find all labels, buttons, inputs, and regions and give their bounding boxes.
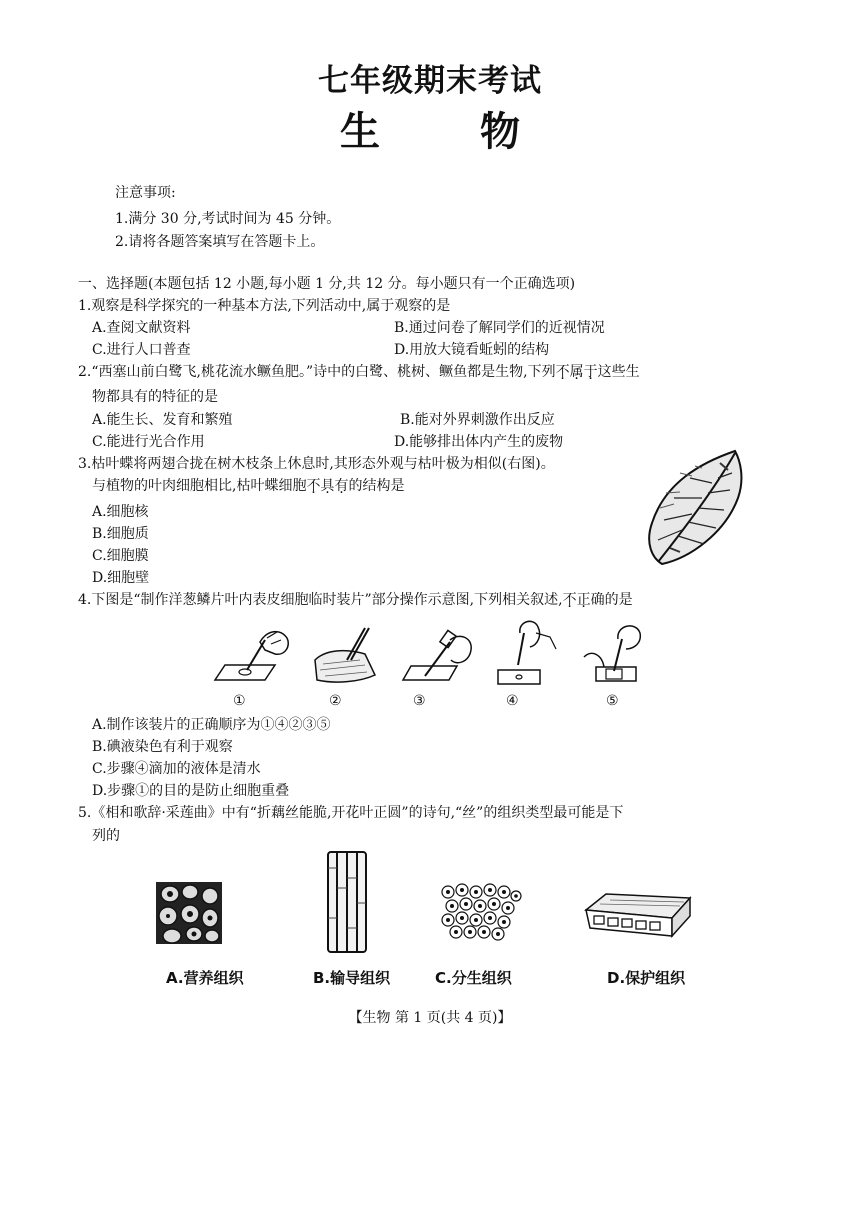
step-5-illustration: [578, 615, 658, 690]
tissue-caption-a: A.营养组织: [166, 969, 244, 987]
notice-heading: 注意事项:: [115, 185, 176, 201]
q4-emphasis-char: 正: [576, 592, 591, 608]
q1-option-a: A.查阅文献资料: [92, 320, 191, 336]
q1-stem: 1.观察是科学探究的一种基本方法,下列活动中,属于观察的是: [78, 298, 451, 314]
q4-option-d: D.步骤①的目的是防止细胞重叠: [92, 783, 290, 799]
q3-stem-line-1: 3.枯叶蝶将两翅合拢在树木枝条上休息时,其形态外观与枯叶极为相似(右图)。: [78, 456, 555, 472]
step-3-illustration: [395, 620, 475, 690]
q2-stem-line-1: [78, 362, 640, 383]
q2-option-a: A.能生长、发育和繁殖: [92, 412, 233, 428]
q3-stem-line-2: [92, 476, 404, 497]
q4-stem-part-a: 4.下图是“制作洋葱鳞片叶内表皮细胞临时装片”部分操作示意图,下列相关叙述,: [78, 592, 563, 608]
section-heading: 一、选择题(本题包括 12 小题,每小题 1 分,共 12 分。每小题只有一个正确选项): [78, 276, 576, 292]
q2-stem-part-a: 2.“西塞山前白鹭飞,桃花流水鳜鱼肥。”诗中的白鹭、桃树、鳜鱼都是生物,下列: [78, 364, 556, 380]
q2-option-c: C.能进行光合作用: [92, 434, 205, 450]
q4-emphasis-char: 不: [562, 592, 577, 608]
conducting-tissue-illustration: [322, 848, 372, 958]
q3-emphasis-char: 有: [334, 478, 349, 494]
tissue-caption-c: C.分生组织: [435, 969, 512, 987]
subject-title: [0, 100, 860, 157]
q2-stem-line-2: 物都具有的特征的是: [92, 389, 218, 405]
step-4-illustration: [490, 615, 570, 690]
q3-stem-part-c: 的结构是: [348, 478, 405, 494]
q3-option-b: B.细胞质: [92, 526, 149, 542]
subject-char-2: 物: [480, 109, 520, 155]
q3-stem-part-b: 与植物的叶肉细胞相比,枯叶蝶细胞: [92, 478, 307, 494]
q3-option-c: C.细胞膜: [92, 548, 149, 564]
q2-stem-part-b: 这些生: [597, 364, 640, 380]
q1-option-b: B.通过问卷了解同学们的近视情况: [394, 320, 605, 336]
q4-option-a: A.制作该装片的正确顺序为①④②③⑤: [92, 717, 331, 733]
q5-stem-line-2: 列的: [92, 828, 120, 844]
q3-emphasis-char: 不: [306, 478, 321, 494]
q4-stem: [78, 590, 633, 611]
q2-emphasis-char: 于: [583, 364, 598, 380]
notice-item-1: 1.满分 30 分,考试时间为 45 分钟。: [115, 211, 341, 227]
step-label-4: ④: [506, 693, 519, 709]
step-2-illustration: [305, 620, 385, 690]
page-footer: 【生物 第 1 页(共 4 页)】: [348, 1010, 512, 1026]
tissue-caption-d: D.保护组织: [607, 969, 686, 987]
q2-emphasis-char: 属: [569, 364, 584, 380]
q3-emphasis-char: 具: [320, 478, 335, 494]
q4-option-c: C.步骤④滴加的液体是清水: [92, 761, 261, 777]
q3-option-a: A.细胞核: [92, 504, 149, 520]
step-1-illustration: [205, 620, 295, 690]
q1-option-c: C.进行人口普查: [92, 342, 191, 358]
nutrient-tissue-illustration: [150, 872, 230, 952]
q5-stem-line-1: 5.《相和歌辞·采莲曲》中有“折藕丝能脆,开花叶正圆”的诗句,“丝”的组织类型最可能是下: [78, 805, 624, 821]
protective-tissue-illustration: [580, 888, 695, 948]
q2-emphasis-char: 不: [555, 364, 570, 380]
dead-leaf-butterfly-figure: [640, 448, 750, 568]
tissue-caption-b: B.输导组织: [313, 969, 391, 987]
q1-option-d: D.用放大镜看蚯蚓的结构: [394, 342, 550, 358]
q4-stem-part-b: 确的是: [590, 592, 633, 608]
exam-title: 七年级期末考试: [318, 63, 542, 99]
q4-option-b: B.碘液染色有利于观察: [92, 739, 233, 755]
step-label-2: ②: [329, 693, 342, 709]
step-label-5: ⑤: [606, 693, 619, 709]
q2-option-b: B.能对外界刺激作出反应: [400, 412, 555, 428]
q3-option-d: D.细胞壁: [92, 570, 150, 586]
subject-char-1: 生: [340, 109, 380, 155]
step-label-3: ③: [413, 693, 426, 709]
step-label-1: ①: [233, 693, 246, 709]
q2-option-d: D.能够排出体内产生的废物: [394, 434, 564, 450]
notice-item-2: 2.请将各题答案填写在答题卡上。: [115, 234, 325, 250]
meristem-tissue-illustration: [438, 880, 524, 942]
